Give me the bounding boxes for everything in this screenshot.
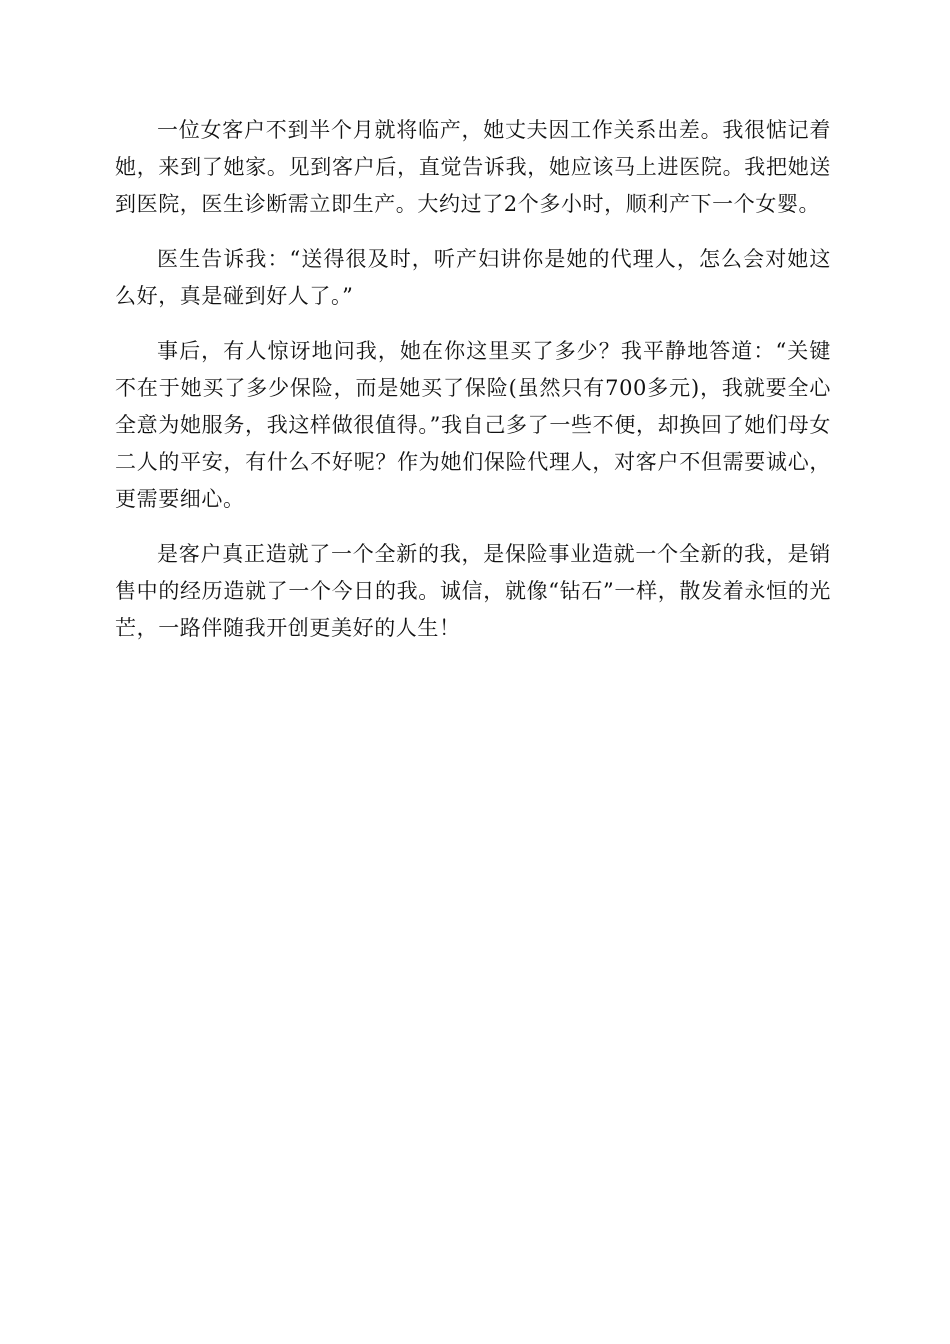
paragraph-3: 事后，有人惊讶地问我，她在你这里买了多少？我平静地答道：“关键不在于她买了多少保险，而是她买了保险(虽然只有700多元)，我就要全心全意为她服务，我这样做很值得。”我自己多了一些不便，却换回了她们母女二人的平安，有什么不好呢？作为她们保险代理人，对客户不但需要诚心，更需要细心。	[115, 339, 831, 511]
document-body	[115, 112, 831, 665]
paragraph-2: 医生告诉我：“送得很及时，听产妇讲你是她的代理人，怎么会对她这么好，真是碰到好人了。”	[115, 247, 831, 308]
paragraph-4: 是客户真正造就了一个全新的我，是保险事业造就一个全新的我，是销售中的经历造就了一个今日的我。诚信，就像“钻石”一样，散发着永恒的光芒，一路伴随我开创更美好的人生！	[115, 542, 831, 640]
paragraph-1: 一位女客户不到半个月就将临产，她丈夫因工作关系出差。我很惦记着她，来到了她家。见到客户后，直觉告诉我，她应该马上进医院。我把她送到医院，医生诊断需立即生产。大约过了2个多小时，顺利产下一个女婴。	[115, 118, 831, 216]
